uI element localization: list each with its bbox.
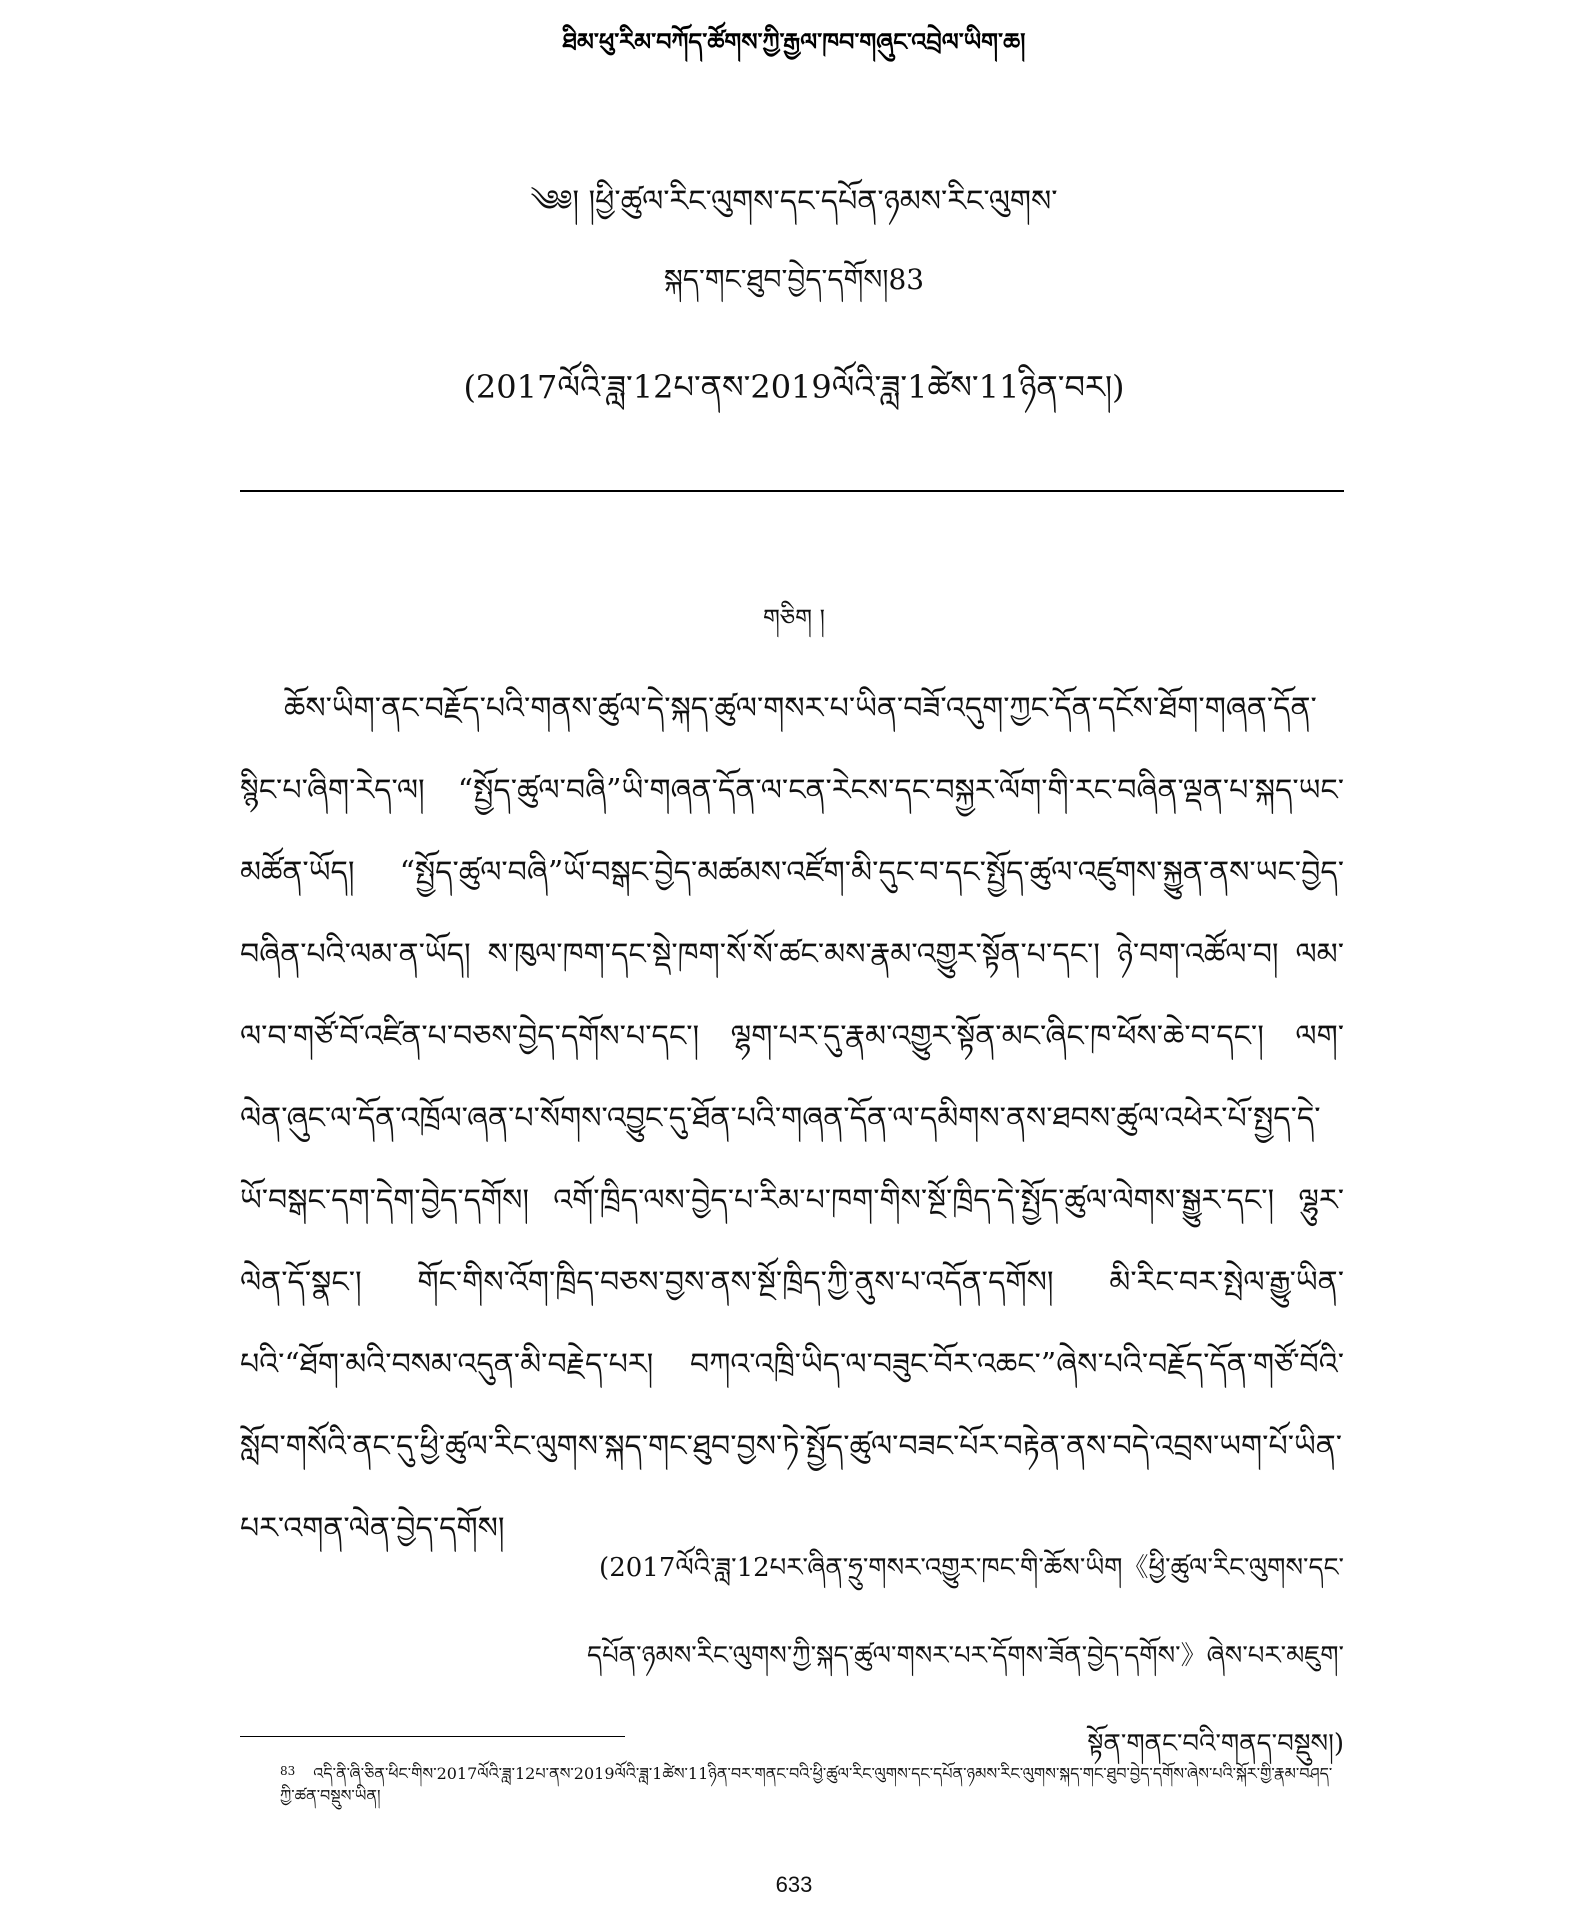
footnote — [280, 1760, 1344, 1807]
date-range: (2017ལོའི་ཟླ་12པ་ནས་2019ལོའི་ཟླ་1ཚེས་11ཉིན་བར།) — [463, 368, 1125, 406]
section-heading: གཅིག ། — [762, 604, 825, 632]
footnote-text: འདི་ནི་ཞི་ཅིན་ཕིང་གིས་2017ལོའི་ཟླ་12པ་ནས་2019ལོའི་ཟླ་1ཚེས་11ཉིན་བར་གནང་བའི་ཕྱི་ཚུལ་རིང་ལུགས་དང་དཔོན་ཉམས་རིང་ལུགས་སྐད་གང་ཐུབ་བྱེད་དགོས་ཞེས་པའི་སྐོར་གྱི་རྣམ་བཤད་ཀྱི་ཚན་བསྡུས་ཡིན། — [280, 1764, 1333, 1805]
footnote-marker: 83 — [280, 1764, 296, 1778]
footnote-divider — [240, 1736, 625, 1737]
source-citation: (2017ལོའི་ཟླ་12པར་ཞིན་ཧྲུ་གསར་འགྱུར་ཁང་གི་ཆོས་ཡིག《ཕྱི་ཚུལ་རིང་ལུགས་དང་དཔོན་ཉམས་རིང་ལུགས་ཀྱི་སྐད་ཚུལ་གསར་པར་དོགས་ཟོན་བྱེད་དགོས་》ཞེས་པར་མཇུག་སྟོན་གནང་བའི་གནད་བསྡུས།) — [587, 1553, 1344, 1759]
page-number: 633 — [775, 1872, 813, 1897]
running-header: ཐིམ་ཕུ་རིམ་བཀོད་ཚོགས་ཀྱི་རྒྱལ་ཁབ་གཞུང་འབྲེལ་ཡིག་ཆ། — [562, 27, 1026, 56]
title-divider — [240, 490, 1344, 492]
body-paragraph: ཆོས་ཡིག་ནང་བརྗོད་པའི་གནས་ཚུལ་དེ་སྐད་ཚུལ་གསར་པ་ཡིན་བཟོ་འདུག་ཀྱང་དོན་དངོས་ཐོག་གཞན་དོན་སྙིང་པ་ཞིག་རེད་ལ། “སྤྱོད་ཚུལ་བཞི”ཡི་གཞན་དོན་ལ་ངན་རེངས་དང་བསྐྱར་ལོག་གི་རང་བཞིན་ལྡན་པ་སྐད་ཡང་མཚོན་ཡོད། “སྤྱོད་ཚུལ་བཞི”ཡོ་བསྒང་བྱེད་མཚམས་འཛོག་མི་དུང་བ་དང་སྤྱོད་ཚུལ་འཛུགས་སྐྱུན་ནས་ཡང་བྱེད་བཞིན་པའི་ལམ་ན་ཡོད། ས་ཁུལ་ཁག་དང་སྡེ་ཁག་སོ་སོ་ཚང་མས་རྣམ་འགྱུར་སྟོན་པ་དང་། ཉེ་བག་འཚོལ་བ། ལམ་ལ་བ་གཙོ་བོ་འཛིན་པ་བཅས་བྱེད་དགོས་པ་དང་། ལྷག་པར་དུ་རྣམ་འགྱུར་སྟོན་མང་ཞིང་ཁ་ཕོས་ཆེ་བ་དང་། ལག་ལེན་ཞུང་ལ་དོན་འཁྲོལ་ཞན་པ་སོགས་འབྱུང་དུ་ཐོན་པའི་གཞན་དོན་ལ་དམིགས་ནས་ཐབས་ཚུལ་འཕེར་པོ་སྤྱད་དེ་ཡོ་བསྒང་དག་དེག་བྱེད་དགོས། འགོ་ཁྲིད་ལས་བྱེད་པ་རིམ་པ་ཁག་གིས་སྔོ་ཁྲིད་དེ་སྤྱོད་ཚུལ་ལེགས་སྒྱུར་དང་། ལྷུར་ལེན་དོ་སྣང་། གོང་གིས་འོག་ཁྲིད་བཅས་བྱས་ནས་སྔོ་ཁྲིད་ཀྱི་ནུས་པ་འདོན་དགོས། མི་རིང་བར་སྤེལ་རྒྱུ་ཡིན་པའི་“ཐོག་མའི་བསམ་འདུན་མི་བརྗེད་པར། བཀའ་འཁྲི་ཡིད་ལ་བཟུང་བོར་འཆང་”ཞེས་པའི་བརྗོད་དོན་གཙོ་བོའི་སློབ་གསོའི་ནང་དུ་ཕྱི་ཚུལ་རིང་ལུགས་སྐད་གང་ཐུབ་བྱས་ཏེ་སྤྱོད་ཚུལ་བཟང་པོར་བརྟེན་ནས་བདེ་འབྲས་ཡག་པོ་ཡིན་པར་འགན་ལེན་བྱེད་དགོས། — [240, 691, 1344, 1546]
document-title: ༄༅། །ཕྱི་ཚུལ་རིང་ལུགས་དང་དཔོན་ཉམས་རིང་ལུགས་ — [530, 184, 1058, 219]
document-subtitle: སྐད་གང་ཐུབ་བྱེད་དགོས།83 — [663, 263, 925, 296]
